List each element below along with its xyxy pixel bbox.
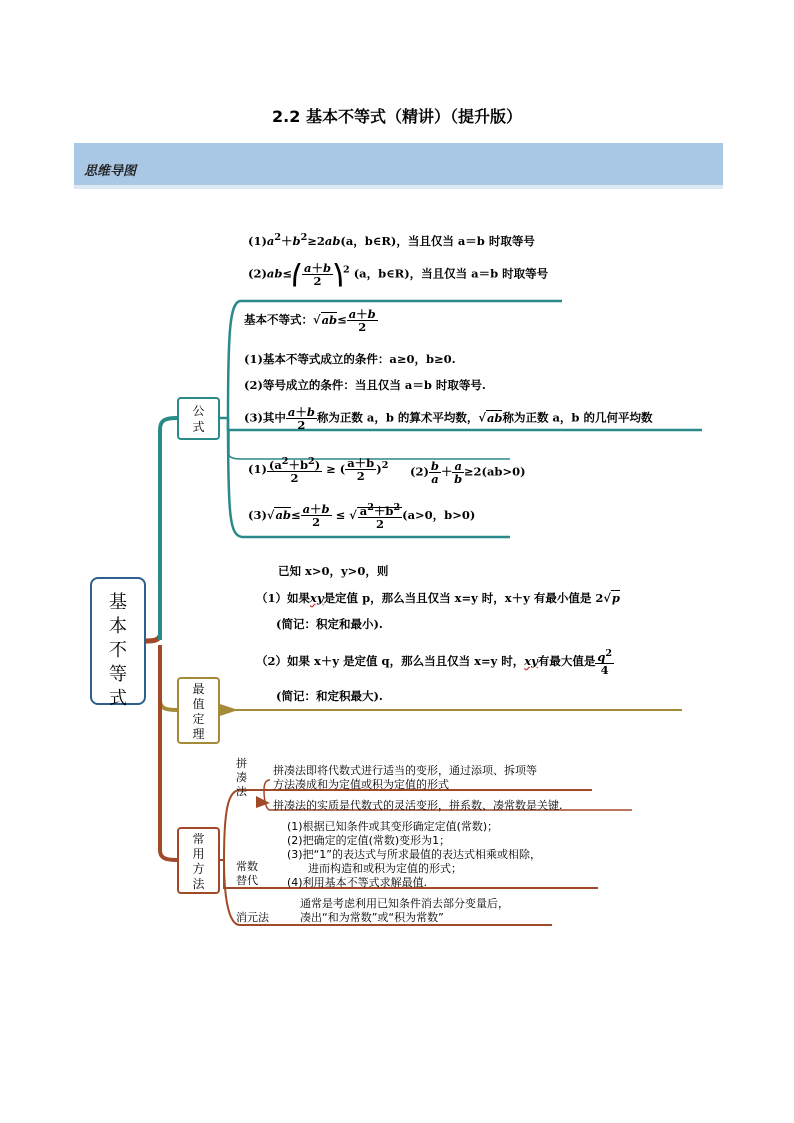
extremum-note-2: (简记：和定积最大).	[276, 689, 383, 703]
xiaoyuan-line-1: 通常是考虑利用已知条件消去部分变量后，	[300, 897, 509, 910]
method-changshu-label-1: 常数	[236, 860, 258, 873]
changshu-step-4: (4)利用基本不等式求解最值.	[287, 876, 428, 889]
branch-zuizhi	[177, 677, 220, 744]
pincou-line-2: 方法凑成和为定值或积为定值的形式	[273, 778, 449, 791]
branch-gongshi	[177, 397, 220, 440]
method-xiaoyuan-label: 消元法	[236, 911, 269, 924]
banner-label: 思维导图	[84, 164, 137, 179]
pincou-line-1: 拼凑法即将代数式进行适当的变形，通过添项、拆项等	[273, 764, 537, 777]
extremum-note-1: (简记：积定和最小).	[276, 617, 383, 631]
extremum-item-2-mid: 有最大值是	[537, 653, 596, 668]
changshu-step-1: (1)根据已知条件或其变形确定定值(常数)；	[287, 820, 499, 833]
formula-1-tail: (a，b∈R)，当且仅当 a＝b 时取等号	[340, 233, 535, 248]
branch-gongshi-label: 公式	[192, 404, 205, 434]
changshu-step-3: (3)把“1”的表达式与所求最值的表达式相乘或相除，	[287, 848, 541, 861]
method-changshu-label-2: 替代	[236, 874, 258, 887]
formula-1: $(1)a^2+b^2\ge 2ab(a$，b∈R)，当且仅当 a＝b 时取等号	[248, 232, 535, 248]
xiaoyuan-line-2: 凑出“和为常数”或“积为常数”	[300, 911, 444, 924]
extremum-item-2-pre: （2）如果 x＋y 是定值 q，那么当且仅当 x=y 时，	[256, 653, 525, 668]
page-title: 2.2 基本不等式（精讲）（提升版）	[272, 107, 522, 126]
extremum-item-1: （1）如果xy是定值 p，那么当且仅当 x=y 时，x＋y 有最小值是 2√p	[256, 591, 620, 605]
branch-changyong-label: 常用方法	[192, 832, 205, 891]
condition-3-pre: (3)其中	[244, 410, 286, 425]
condition-3-end: 称为正数 a，b 的几何平均数	[502, 410, 653, 425]
extremum-given: 已知 x>0，y>0，则	[278, 564, 389, 578]
basic-inequality-label: 基本不等式：	[244, 312, 313, 327]
root-label: 基本不等式	[109, 592, 127, 709]
method-pincou-label: 拼凑法	[236, 757, 247, 798]
formula-2-tail: (a，b∈R)，当且仅当 a＝b 时取等号	[353, 266, 549, 281]
extension-1: (1) $\frac{(a^2+b^2)}{2}$ ≥ ( $\frac{a+b}{2}$ )$^2$	[248, 456, 389, 485]
extension-3: (3)√ab≤ $\frac{a+b}{2}$ ≤ √ $\frac{a^2+b^2}{2}$ (a>0，b>0)	[248, 502, 476, 531]
formula-2: (2)ab≤⎛ $\frac{a+b}{2}$ ⎞$^2$ (a，b∈R)，当且仅当 a＝b 时取等号	[248, 261, 549, 288]
changshu-step-2: (2)把确定的定值(常数)变形为1；	[287, 834, 451, 847]
condition-2: (2)等号成立的条件：当且仅当 a＝b 时取等号.	[244, 378, 486, 392]
branch-zuizhi-label: 最值定理	[192, 682, 205, 741]
condition-3-mid: 称为正数 a，b 的算术平均数，	[316, 410, 479, 425]
changshu-step-3b: 进而构造和或积为定值的形式；	[308, 862, 462, 875]
basic-inequality: 基本不等式：√ab≤ $\frac{a+b}{2}$	[244, 307, 376, 334]
extremum-item-1-pre: （1）如果	[256, 591, 311, 605]
condition-1: (1)基本不等式成立的条件：a≥0，b≥0.	[244, 352, 456, 366]
condition-3: (3)其中 $\frac{a+b}{2}$ 称为正数 a，b 的算术平均数，√ab称为正数 a，b 的几何平均数	[244, 405, 653, 432]
root-node	[90, 577, 146, 709]
pincou-line-3: 拼凑法的实质是代数式的灵活变形，拼系数、凑常数是关键.	[273, 799, 563, 812]
extension-3-tail: (a>0，b>0)	[402, 507, 476, 522]
extremum-item-1-mid: 是定值 p，那么当且仅当 x=y 时，x＋y 有最小值是 2	[323, 591, 604, 605]
extension-2-tail: ≥2(ab>0)	[463, 464, 526, 479]
branch-changyong	[177, 827, 220, 894]
extremum-item-2: （2）如果 x＋y 是定值 q，那么当且仅当 x=y 时，xy有最大值是 $\frac{q^2}{4}$	[256, 648, 613, 677]
extension-2: (2) $\frac{b}{a}$ ＋ $\frac{a}{b}$ ≥2(ab>0)	[410, 459, 526, 486]
